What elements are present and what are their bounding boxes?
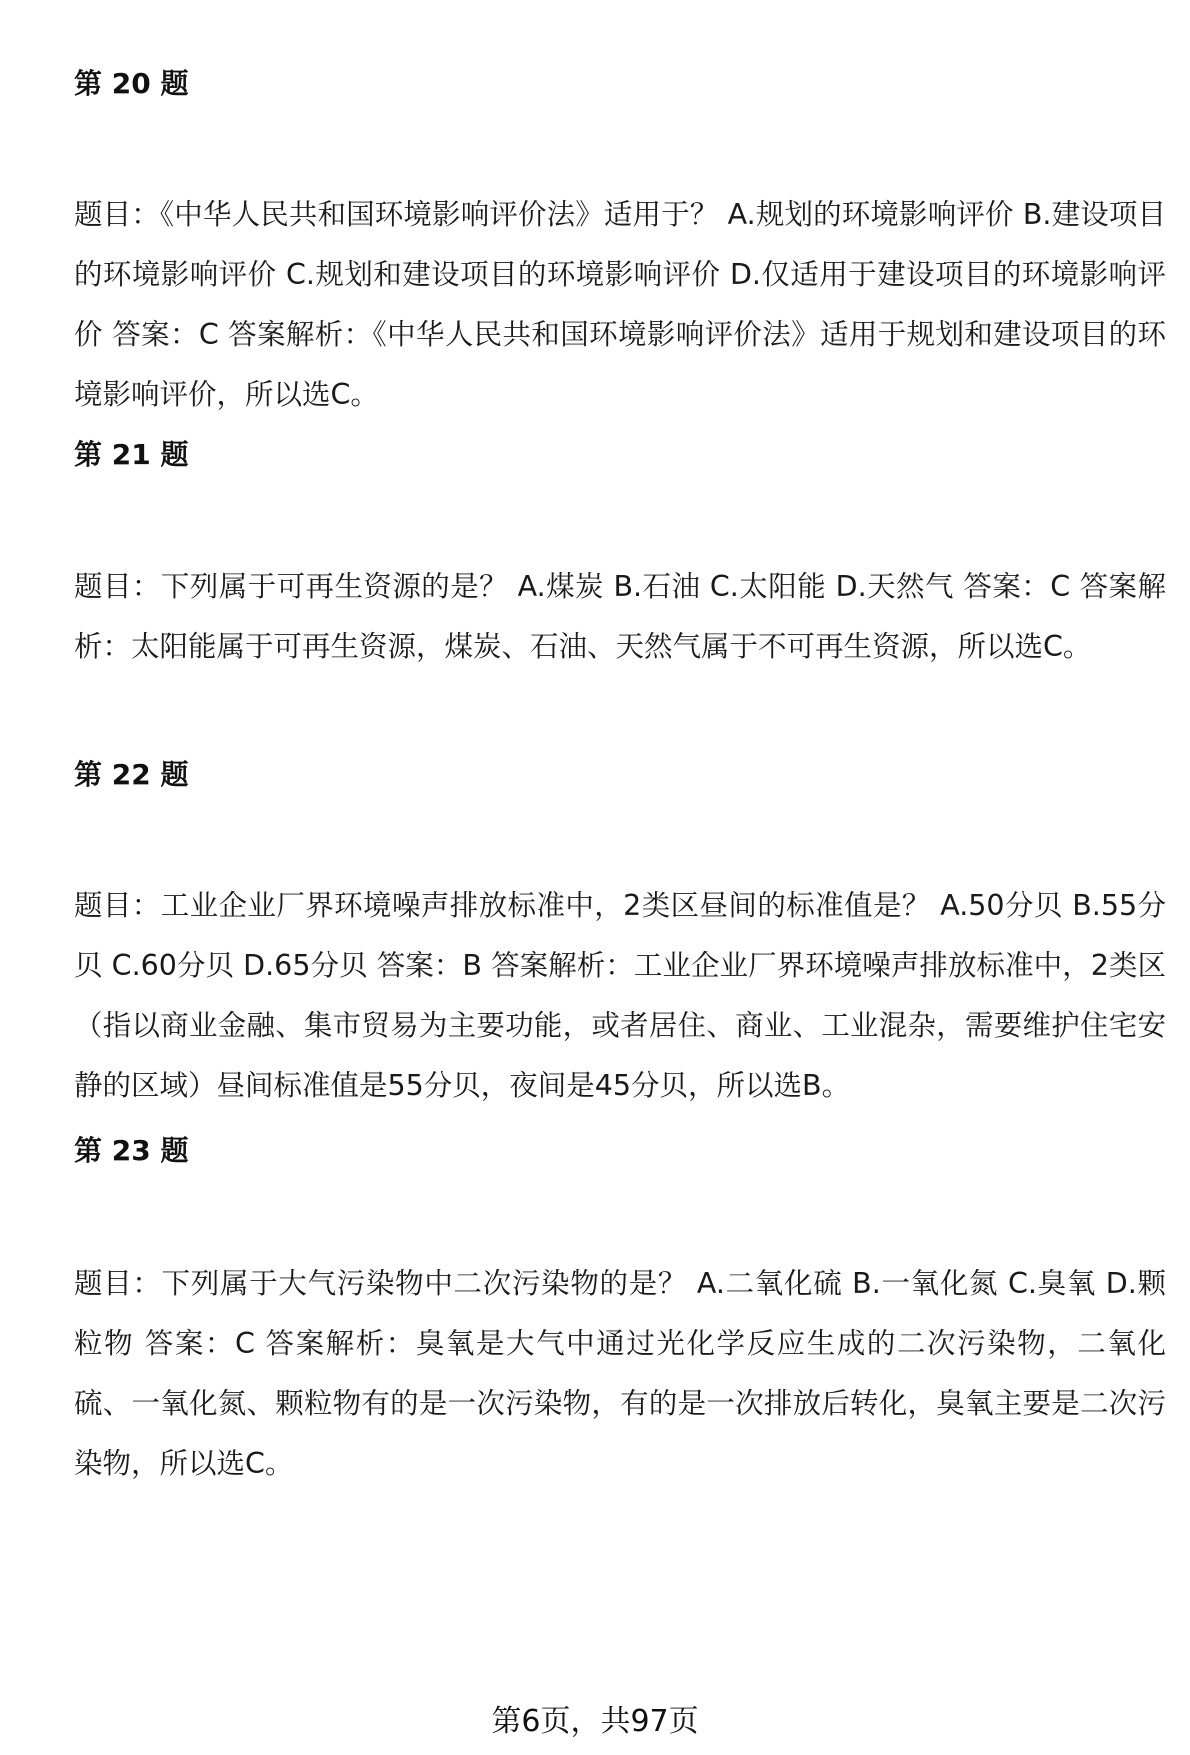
question-20-body: 题目：《中华人民共和国环境影响评价法》适用于？ A.规划的环境影响评价 B.建设项目的环境影响评价 C.规划和建设项目的环境影响评价 D.仅适用于建设项目的环境影响评价 答案：C 答案解析：《中华人民共和国环境影响评价法》适用于规划和建设项目的环境影响评价，所以选C。 xyxy=(74,198,1166,411)
question-21-body: 题目：下列属于可再生资源的是？ A.煤炭 B.石油 C.太阳能 D.天然气 答案：C 答案解析：太阳能属于可再生资源，煤炭、石油、天然气属于不可再生资源，所以选C。 xyxy=(74,570,1166,663)
question-22-heading: 第 22 题 xyxy=(74,758,189,791)
page-number-footer: 第6页，共97页 xyxy=(491,1704,699,1739)
question-23-body: 题目：下列属于大气污染物中二次污染物的是？ A.二氧化硫 B.一氧化氮 C.臭氧 D.颗粒物 答案：C 答案解析：臭氧是大气中通过光化学反应生成的二次污染物，二氧化硫、一氧化氮、颗粒物有的是一次污染物，有的是一次排放后转化，臭氧主要是二次污染物，所以选C。 xyxy=(74,1267,1166,1480)
question-23-heading: 第 23 题 xyxy=(74,1134,189,1167)
question-21-heading: 第 21 题 xyxy=(74,438,189,471)
question-20-heading: 第 20 题 xyxy=(74,67,189,100)
question-22-body: 题目：工业企业厂界环境噪声排放标准中，2类区昼间的标准值是？ A.50分贝 B.55分贝 C.60分贝 D.65分贝 答案：B 答案解析：工业企业厂界环境噪声排放标准中，2类区（指以商业金融、集市贸易为主要功能，或者居住、商业、工业混杂，需要维护住宅安静的区域）昼间标准值是55分贝，夜间是45分贝，所以选B。 xyxy=(74,889,1166,1102)
